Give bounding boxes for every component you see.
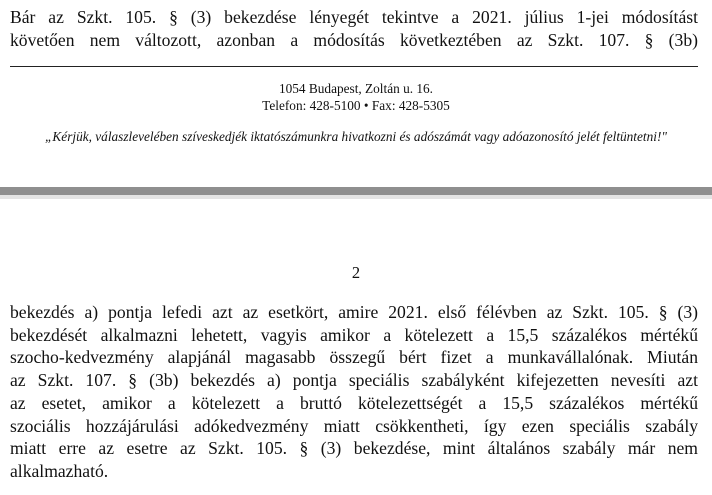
body-line: szociális hozzájárulási adókedvezmény miatt csökkentheti, így ezen speciális szabály bbox=[10, 415, 698, 436]
body-line: alkalmazható. bbox=[10, 460, 109, 481]
body-line: szocho-kedvezmény alapjánál magasabb összegű bért fizet a munkavállalónak. Miután bbox=[10, 347, 698, 368]
body-line: az esetet, amikor a kötelezett a bruttó kötelezettségét a 15,5 százalékos mértékű bbox=[10, 392, 698, 413]
footer-phone-fax: Telefon: 428-5100 • Fax: 428-5305 bbox=[262, 98, 450, 113]
body-line: bekezdését alkalmazni lehetett, vagyis amikor a kötelezett a 15,5 százalékos mértékű bbox=[10, 324, 698, 345]
body-line: követően nem változott, azonban a módosítás következtében az Szkt. 107. § (3b) bbox=[10, 29, 698, 50]
body-line: miatt erre az esetre az Szkt. 105. § (3) bekezdése, mint általános szabály már nem bbox=[10, 438, 698, 459]
page-separator bbox=[0, 187, 712, 195]
footer-reference-note: „Kérjük, válaszlevelében szíveskedjék iktatószámunkra hivatkozni és adószámát vagy adóazonosító jelét feltüntetni!" bbox=[45, 129, 667, 144]
body-line: Bár az Szkt. 105. § (3) bekezdése lényegét tekintve a 2021. július 1-jei módosítást bbox=[10, 7, 698, 27]
body-line: az Szkt. 107. § (3b) bekezdés a) pontja speciális szabályként kifejezetten nevesíti azt bbox=[10, 370, 698, 391]
page-number: 2 bbox=[351, 263, 361, 282]
page-two-body-text bbox=[10, 301, 698, 483]
page-separator-shadow bbox=[0, 195, 712, 199]
body-line: bekezdés a) pontja lefedi azt az esetkört, amire 2021. első félévben az Szkt. 105. § (3) bbox=[10, 302, 698, 322]
footer-address: 1054 Budapest, Zoltán u. 16. bbox=[278, 81, 433, 96]
footer-divider bbox=[10, 66, 698, 67]
page-one-body-text bbox=[10, 6, 698, 51]
page-one-bottom bbox=[0, 0, 712, 187]
